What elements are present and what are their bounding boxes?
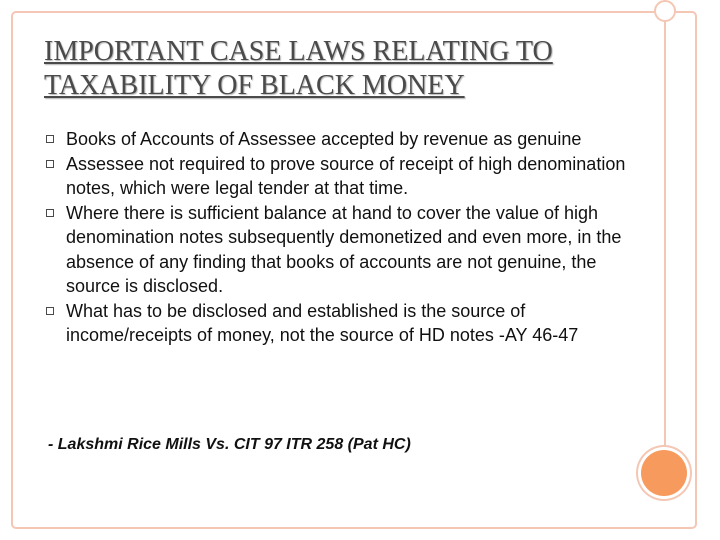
decorative-circle-top [654,0,676,22]
bullet-text: What has to be disclosed and established is the source of income/receipts of money, not the source of HD notes -AY 46-47 [66,300,579,345]
bullet-list [44,127,644,348]
list-item [44,127,644,152]
square-bullet-icon [46,160,54,168]
list-item [44,299,644,348]
bullet-text: Books of Accounts of Assessee accepted by revenue as genuine [66,129,582,149]
list-item [44,152,644,201]
decorative-vertical-line [664,0,666,455]
square-bullet-icon [46,307,54,315]
bullet-text: Where there is sufficient balance at hand to cover the value of high denomination notes subsequently demonetized and even more, in the absence of any finding that books of accounts are not genuine, the source is disclosed. [66,202,622,296]
decorative-circle-bottom [641,450,687,496]
bullet-text: Assessee not required to prove source of receipt of high denomination notes, which were legal tender at that time. [66,153,626,198]
case-citation: - Lakshmi Rice Mills Vs. CIT 97 ITR 258 (Pat HC) [48,436,411,453]
square-bullet-icon [46,135,54,143]
square-bullet-icon [46,209,54,217]
slide-title: IMPORTANT CASE LAWS RELATING TO TAXABILITY OF BLACK MONEY [44,36,553,101]
list-item [44,201,644,299]
